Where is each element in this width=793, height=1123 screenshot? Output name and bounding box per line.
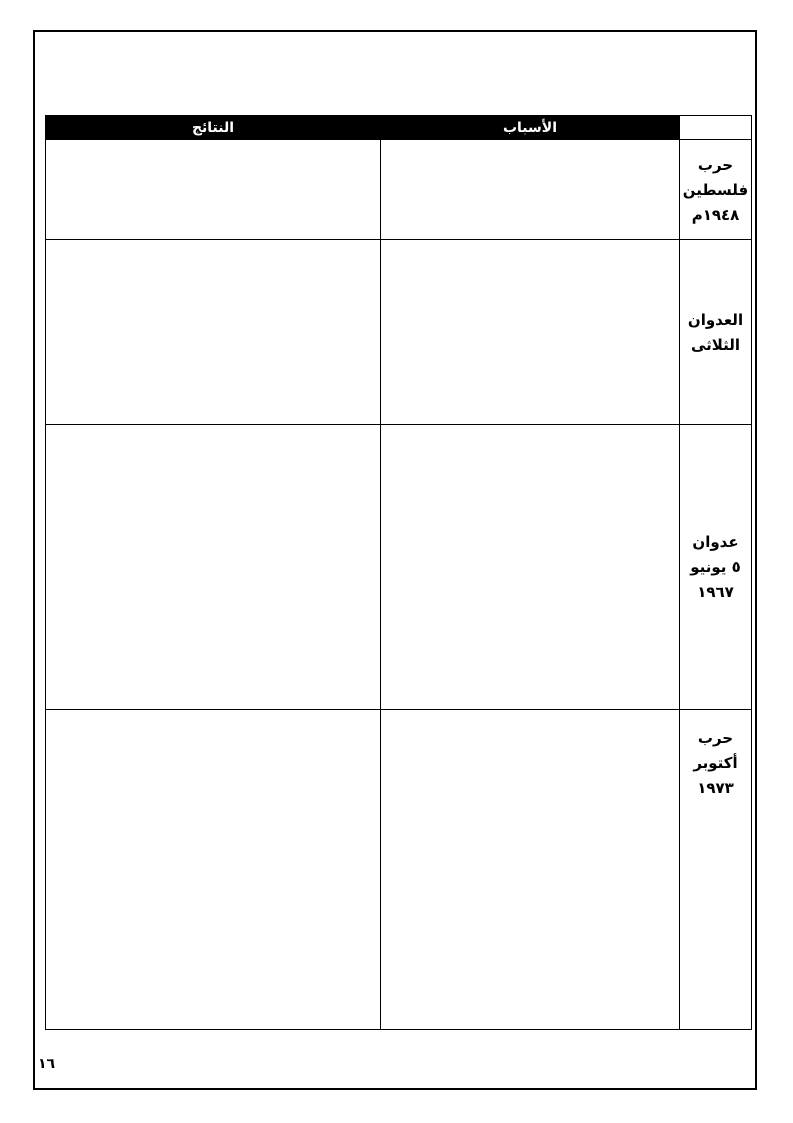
war-name-cell (680, 425, 752, 710)
table-row (46, 240, 752, 425)
results-cell (46, 240, 381, 425)
war-name-word: أكتوبر (693, 754, 738, 772)
causes-cell (381, 425, 680, 710)
table-row (46, 710, 752, 1030)
results-cell (46, 425, 381, 710)
results-cell (46, 140, 381, 240)
causes-cell (381, 140, 680, 240)
table-rows (46, 140, 752, 1030)
war-name-word: حرب (697, 155, 734, 174)
war-name-cell (680, 240, 752, 425)
war-name-word: عدوان (692, 533, 739, 551)
causes-header: الأسباب (381, 116, 680, 140)
causes-cell (381, 710, 680, 1030)
table-header-row (46, 116, 752, 140)
wars-table (45, 115, 752, 1030)
table-row (46, 425, 752, 710)
page-number: ١٦ (38, 1056, 56, 1072)
war-name-word: ١٩٧٣ (697, 779, 734, 797)
results-cell (46, 710, 381, 1030)
war-column-header (680, 116, 752, 140)
war-name-word: ١٩٦٧ (697, 583, 734, 601)
war-name-cell (680, 140, 752, 240)
table-row (46, 140, 752, 240)
results-header: النتائج (46, 116, 381, 140)
war-name-word: العدوان (687, 310, 744, 329)
war-name-word: فلسطين (682, 180, 749, 199)
war-name-word: ٥ يونيو (690, 558, 741, 576)
war-name-word: الثلاثى (690, 335, 741, 354)
war-name-cell (680, 710, 752, 1030)
war-name-word: حرب (697, 729, 734, 747)
causes-cell (381, 240, 680, 425)
war-name-word: ١٩٤٨م (691, 205, 740, 224)
